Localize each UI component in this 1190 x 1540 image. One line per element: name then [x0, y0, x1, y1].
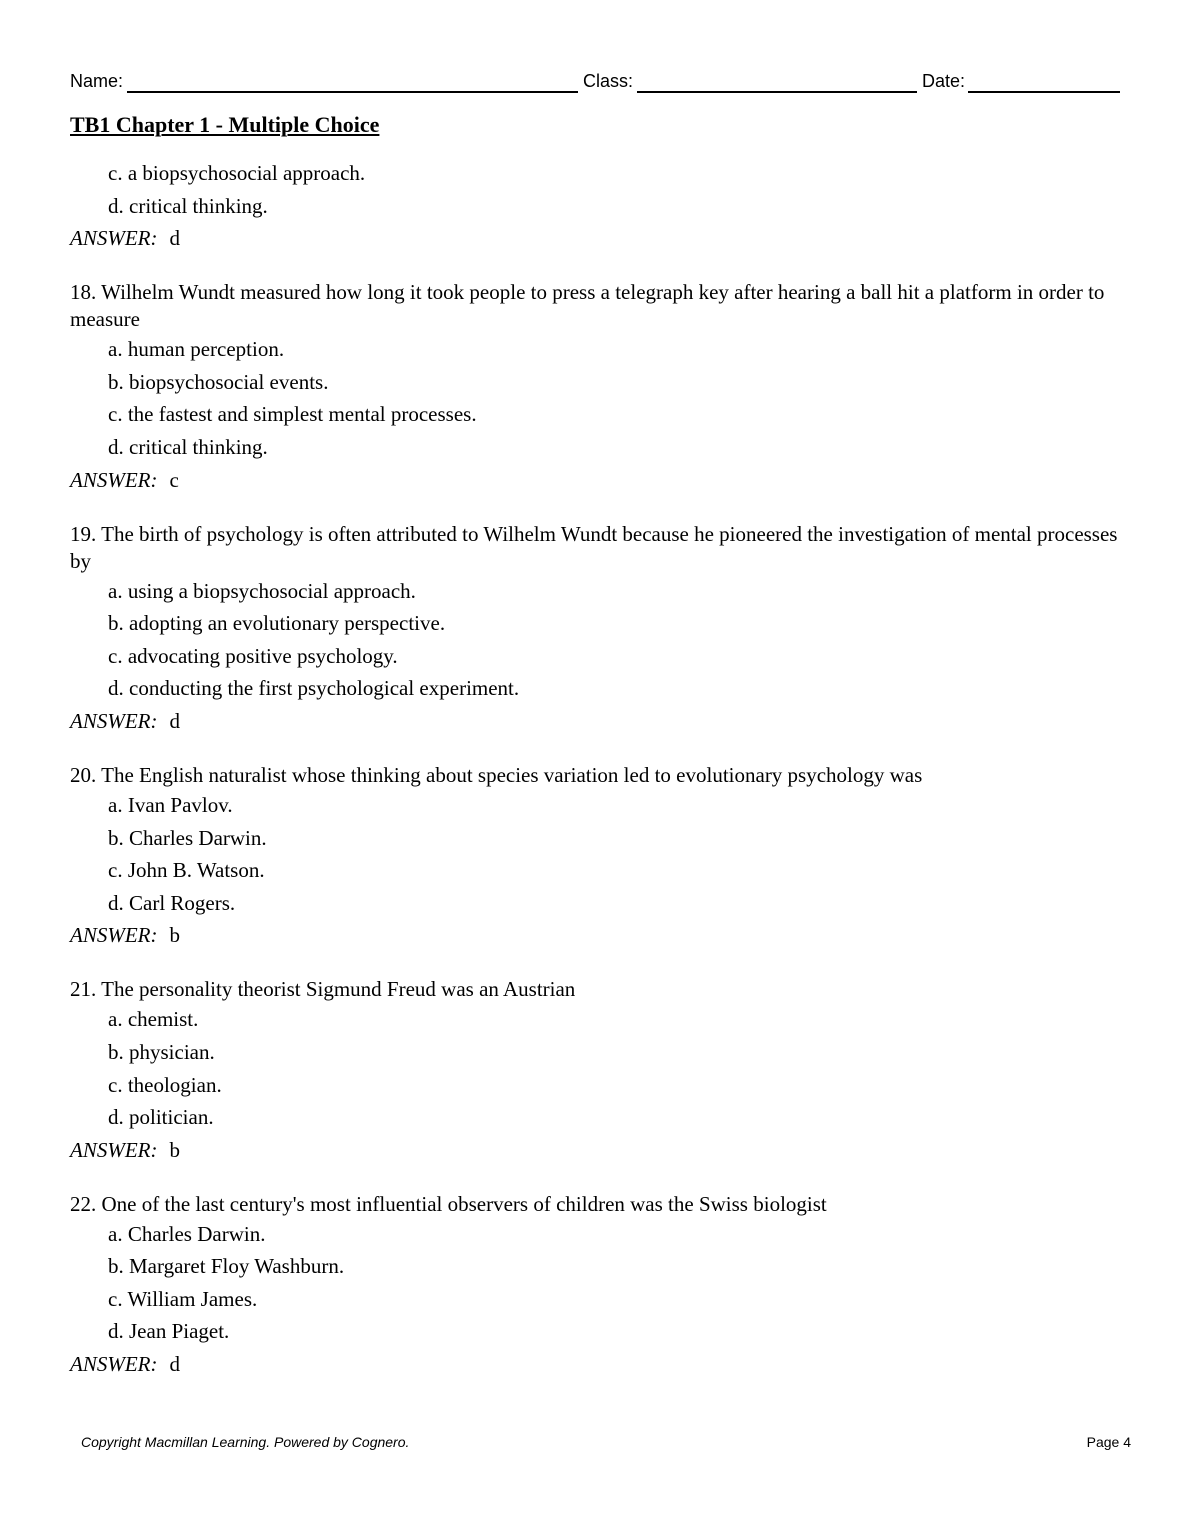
- question-block-22: [70, 1191, 1122, 1384]
- option-c: c. advocating positive psychology.: [108, 643, 398, 668]
- question-block-19: [70, 521, 1122, 741]
- question-text: 21. The personality theorist Sigmund Freud was an Austrian: [70, 977, 576, 1002]
- student-info-header: [70, 70, 1120, 94]
- answer-label: ANSWER:: [70, 923, 158, 948]
- option-c: c. William James.: [108, 1286, 258, 1311]
- answer-line: [70, 1351, 1122, 1384]
- answer-value: b: [169, 923, 180, 948]
- question-block-21: [70, 976, 1122, 1169]
- option-a: a. using a biopsychosocial approach.: [108, 578, 416, 603]
- option-d: d. Carl Rogers.: [108, 890, 236, 915]
- name-field-line: [127, 91, 578, 93]
- class-label: Class:: [583, 71, 634, 91]
- option-b: b. biopsychosocial events.: [108, 369, 329, 394]
- answer-line: [70, 708, 1122, 741]
- question-text: 19. The birth of psychology is often attributed to Wilhelm Wundt because he pioneered the investigation of mental processes by: [70, 521, 1118, 573]
- page-number: Page 4: [1086, 1434, 1131, 1450]
- date-label: Date:: [922, 71, 966, 91]
- question-list: [70, 160, 1122, 1384]
- date-field-line: [968, 91, 1120, 93]
- option-c: c. a biopsychosocial approach.: [108, 161, 366, 185]
- option-c: c. theologian.: [108, 1072, 222, 1097]
- answer-label: ANSWER:: [70, 467, 158, 492]
- copyright-notice: Copyright Macmillan Learning. Powered by Cognero.: [81, 1434, 410, 1450]
- question-block-18: [70, 279, 1122, 499]
- option-b: b. physician.: [108, 1039, 215, 1064]
- question-text: 18. Wilhelm Wundt measured how long it took people to press a telegraph key after hearing a ball hit a platform in order to measure: [70, 280, 1105, 332]
- question-block-20: [70, 762, 1122, 955]
- option-b: b. Charles Darwin.: [108, 825, 267, 850]
- option-a: a. Ivan Pavlov.: [108, 792, 233, 817]
- answer-value: c: [169, 467, 179, 492]
- question-text: 20. The English naturalist whose thinking about species variation led to evolutionary psychology was: [70, 762, 923, 787]
- answer-label: ANSWER:: [70, 226, 158, 251]
- answer-value: b: [169, 1137, 180, 1162]
- page-footer: [81, 1433, 1131, 1451]
- option-b: b. adopting an evolutionary perspective.: [108, 611, 446, 636]
- option-b: b. Margaret Floy Washburn.: [108, 1254, 345, 1279]
- answer-line: [70, 467, 1122, 500]
- option-a: a. chemist.: [108, 1007, 199, 1032]
- option-d: d. critical thinking.: [108, 193, 268, 218]
- question-block-continued: [70, 160, 1122, 258]
- answer-label: ANSWER:: [70, 1352, 158, 1377]
- option-a: a. human perception.: [108, 337, 285, 362]
- option-d: d. conducting the first psychological experiment.: [108, 676, 520, 701]
- answer-line: [70, 225, 1122, 258]
- question-text: 22. One of the last century's most influential observers of children was the Swiss biologist: [70, 1191, 827, 1216]
- answer-line: [70, 922, 1122, 955]
- option-d: d. politician.: [108, 1105, 214, 1130]
- class-field-line: [637, 91, 917, 93]
- answer-value: d: [169, 226, 180, 251]
- chapter-title: TB1 Chapter 1 - Multiple Choice: [70, 112, 380, 137]
- answer-label: ANSWER:: [70, 1137, 158, 1162]
- name-label: Name:: [70, 71, 124, 91]
- answer-line: [70, 1137, 1122, 1170]
- option-a: a. Charles Darwin.: [108, 1221, 266, 1246]
- option-d: d. Jean Piaget.: [108, 1319, 230, 1344]
- option-d: d. critical thinking.: [108, 434, 268, 459]
- option-c: c. John B. Watson.: [108, 858, 265, 883]
- answer-value: d: [169, 1352, 180, 1377]
- answer-value: d: [169, 708, 180, 733]
- answer-label: ANSWER:: [70, 708, 158, 733]
- option-c: c. the fastest and simplest mental processes.: [108, 402, 477, 427]
